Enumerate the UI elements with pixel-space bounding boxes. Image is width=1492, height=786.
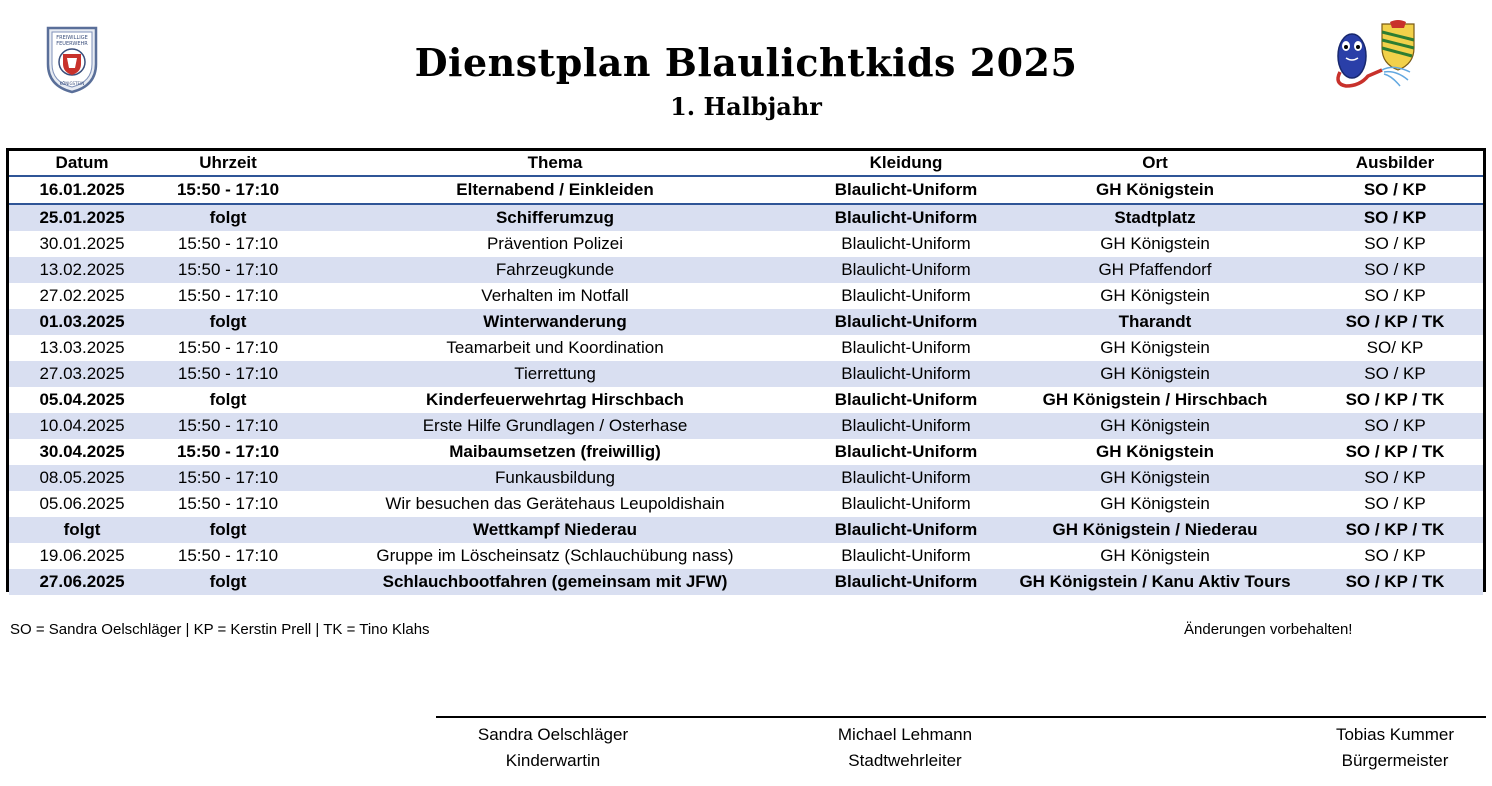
cell-kleidung: Blaulicht-Uniform (809, 176, 1003, 204)
cell-thema: Fahrzeugkunde (301, 257, 809, 283)
cell-uhrzeit: 15:50 - 17:10 (155, 176, 301, 204)
cell-ort: GH Königstein (1100, 286, 1210, 305)
signature-line (436, 716, 1486, 718)
table-row (9, 231, 1483, 257)
cell-ausbilder: SO / KP (1307, 361, 1483, 387)
signature-role: Kinderwartin (505, 751, 601, 770)
cell-ausbilder: SO/ KP (1366, 338, 1424, 357)
cell-kleidung: Blaulicht-Uniform (834, 442, 978, 461)
cell-thema: Gruppe im Löscheinsatz (Schlauchübung nass) (376, 546, 734, 565)
cell-ort: GH Pfaffendorf (1003, 257, 1307, 283)
cell-uhrzeit: 15:50 - 17:10 (177, 286, 279, 305)
page-subtitle: 1. Halbjahr (670, 92, 822, 121)
changes-reserved-note: Änderungen vorbehalten! (1184, 621, 1353, 638)
cell-ausbilder: SO / KP (1364, 234, 1426, 253)
cell-uhrzeit: 15:50 - 17:10 (155, 257, 301, 283)
cell-datum: 08.05.2025 (9, 465, 155, 491)
cell-thema: Maibaumsetzen (freiwillig) (449, 442, 661, 461)
cell-datum: folgt (9, 517, 155, 543)
cell-kleidung: Blaulicht-Uniform (809, 465, 1003, 491)
table-header-row (9, 151, 1483, 176)
cell-ausbilder: SO / KP / TK (1345, 390, 1445, 409)
table-row (9, 465, 1483, 491)
table-row (9, 361, 1483, 387)
cell-uhrzeit: 15:50 - 17:10 (155, 465, 301, 491)
cell-ausbilder: SO / KP (1307, 257, 1483, 283)
cell-datum: 13.02.2025 (9, 257, 155, 283)
cell-ort: GH Königstein (1095, 442, 1215, 461)
cell-uhrzeit: folgt (155, 204, 301, 231)
cell-thema: Tierrettung (301, 361, 809, 387)
cell-kleidung: Blaulicht-Uniform (809, 309, 1003, 335)
signature-name: Tobias Kummer (1335, 725, 1455, 744)
cell-ausbilder: SO / KP / TK (1307, 309, 1483, 335)
cell-uhrzeit: folgt (209, 390, 247, 409)
column-header-ausbilder: Ausbilder (1307, 151, 1483, 176)
column-header-ort: Ort (1003, 151, 1307, 176)
cell-kleidung: Blaulicht-Uniform (809, 204, 1003, 231)
svg-text:KÖNIGSTEIN: KÖNIGSTEIN (59, 81, 85, 86)
cell-thema: Schifferumzug (301, 204, 809, 231)
cell-datum: 30.01.2025 (39, 234, 125, 253)
cell-thema: Kinderfeuerwehrtag Hirschbach (426, 390, 684, 409)
abbreviation-legend: SO = Sandra Oelschläger | KP = Kerstin Prell | TK = Tino Klahs (10, 621, 430, 638)
cell-datum: 05.06.2025 (39, 494, 125, 513)
cell-kleidung: Blaulicht-Uniform (809, 569, 1003, 595)
cell-uhrzeit: folgt (155, 517, 301, 543)
table-row (9, 543, 1483, 569)
svg-text:FEUERWEHR: FEUERWEHR (56, 41, 88, 47)
cell-thema: Schlauchbootfahren (gemeinsam mit JFW) (301, 569, 809, 595)
cell-ort: GH Königstein (1100, 494, 1210, 513)
cell-kleidung: Blaulicht-Uniform (809, 257, 1003, 283)
table-row (9, 517, 1483, 543)
signature-role: Bürgermeister (1341, 751, 1449, 770)
cell-kleidung: Blaulicht-Uniform (841, 338, 971, 357)
cell-kleidung: Blaulicht-Uniform (841, 286, 971, 305)
cell-thema: Wettkampf Niederau (301, 517, 809, 543)
cell-uhrzeit: 15:50 - 17:10 (177, 546, 279, 565)
cell-ort: GH Königstein / Kanu Aktiv Tours (1003, 569, 1307, 595)
cell-thema: Erste Hilfe Grundlagen / Osterhase (301, 413, 809, 439)
cell-datum: 30.04.2025 (39, 442, 125, 461)
cell-thema: Prävention Polizei (486, 234, 624, 253)
table-row (9, 387, 1483, 413)
cell-thema: Verhalten im Notfall (481, 286, 629, 305)
cell-datum: 27.06.2025 (9, 569, 155, 595)
column-header-uhrzeit: Uhrzeit (155, 151, 301, 176)
cell-ort: GH Königstein (1003, 465, 1307, 491)
signature-name: Sandra Oelschläger (477, 725, 629, 744)
table-row (9, 283, 1483, 309)
signature-buergermeister (1296, 722, 1492, 774)
signature-name: Michael Lehmann (837, 725, 973, 744)
cell-datum: 27.02.2025 (39, 286, 125, 305)
cell-thema: Funkausbildung (301, 465, 809, 491)
cell-ausbilder: SO / KP / TK (1307, 569, 1483, 595)
column-header-thema: Thema (301, 151, 809, 176)
svg-text:FREIWILLIGE: FREIWILLIGE (56, 35, 88, 41)
table-row (9, 257, 1483, 283)
signature-role: Stadtwehrleiter (848, 751, 962, 770)
cell-ort: GH Königstein (1100, 234, 1210, 253)
page-title: Dienstplan Blaulichtkids 2025 (414, 40, 1078, 85)
cell-uhrzeit: 15:50 - 17:10 (155, 413, 301, 439)
column-header-datum: Datum (9, 151, 155, 176)
table-row (9, 439, 1483, 465)
cell-ausbilder: SO / KP (1307, 413, 1483, 439)
cell-ausbilder: SO / KP (1364, 494, 1426, 513)
schedule-table (9, 151, 1483, 595)
table-row (9, 569, 1483, 595)
cell-datum: 25.01.2025 (9, 204, 155, 231)
cell-datum: 01.03.2025 (9, 309, 155, 335)
table-row (9, 176, 1483, 204)
cell-ort: GH Königstein (1003, 361, 1307, 387)
table-body (9, 176, 1483, 595)
cell-ort: GH Königstein (1003, 176, 1307, 204)
cell-ausbilder: SO / KP (1364, 546, 1426, 565)
column-header-kleidung: Kleidung (809, 151, 1003, 176)
cell-datum: 16.01.2025 (9, 176, 155, 204)
cell-kleidung: Blaulicht-Uniform (841, 494, 971, 513)
cell-uhrzeit: folgt (155, 309, 301, 335)
cell-ort: Tharandt (1003, 309, 1307, 335)
signature-stadtwehrleiter (806, 722, 1004, 774)
cell-kleidung: Blaulicht-Uniform (809, 361, 1003, 387)
table-row (9, 335, 1483, 361)
cell-ort: GH Königstein (1100, 546, 1210, 565)
cell-datum: 10.04.2025 (9, 413, 155, 439)
cell-ort: GH Königstein / Niederau (1003, 517, 1307, 543)
mascot-crest-logo (1330, 20, 1418, 92)
cell-ausbilder: SO / KP (1307, 465, 1483, 491)
schedule-table-frame (6, 148, 1486, 592)
cell-thema: Elternabend / Einkleiden (301, 176, 809, 204)
cell-datum: 19.06.2025 (39, 546, 125, 565)
cell-thema: Wir besuchen das Gerätehaus Leupoldishain (385, 494, 725, 513)
cell-datum: 05.04.2025 (39, 390, 125, 409)
cell-uhrzeit: 15:50 - 17:10 (177, 494, 279, 513)
cell-datum: 27.03.2025 (9, 361, 155, 387)
cell-ort: GH Königstein / Hirschbach (1042, 390, 1268, 409)
table-row (9, 413, 1483, 439)
cell-ort: GH Königstein (1003, 413, 1307, 439)
table-row (9, 491, 1483, 517)
cell-uhrzeit: 15:50 - 17:10 (155, 361, 301, 387)
signature-kinderwartin (454, 722, 652, 774)
cell-thema: Teamarbeit und Koordination (446, 338, 664, 357)
cell-ort: Stadtplatz (1003, 204, 1307, 231)
cell-uhrzeit: 15:50 - 17:10 (177, 234, 279, 253)
cell-uhrzeit: 15:50 - 17:10 (176, 442, 280, 461)
table-row (9, 204, 1483, 231)
table-row (9, 309, 1483, 335)
cell-uhrzeit: 15:50 - 17:10 (177, 338, 279, 357)
cell-datum: 13.03.2025 (39, 338, 125, 357)
cell-uhrzeit: folgt (155, 569, 301, 595)
cell-kleidung: Blaulicht-Uniform (841, 546, 971, 565)
cell-kleidung: Blaulicht-Uniform (809, 517, 1003, 543)
cell-ausbilder: SO / KP (1364, 286, 1426, 305)
cell-thema: Winterwanderung (301, 309, 809, 335)
cell-ort: GH Königstein (1100, 338, 1210, 357)
cell-ausbilder: SO / KP / TK (1345, 442, 1445, 461)
cell-ausbilder: SO / KP (1307, 176, 1483, 204)
cell-kleidung: Blaulicht-Uniform (841, 234, 971, 253)
cell-kleidung: Blaulicht-Uniform (834, 390, 978, 409)
cell-ausbilder: SO / KP / TK (1307, 517, 1483, 543)
cell-ausbilder: SO / KP (1307, 204, 1483, 231)
cell-kleidung: Blaulicht-Uniform (809, 413, 1003, 439)
